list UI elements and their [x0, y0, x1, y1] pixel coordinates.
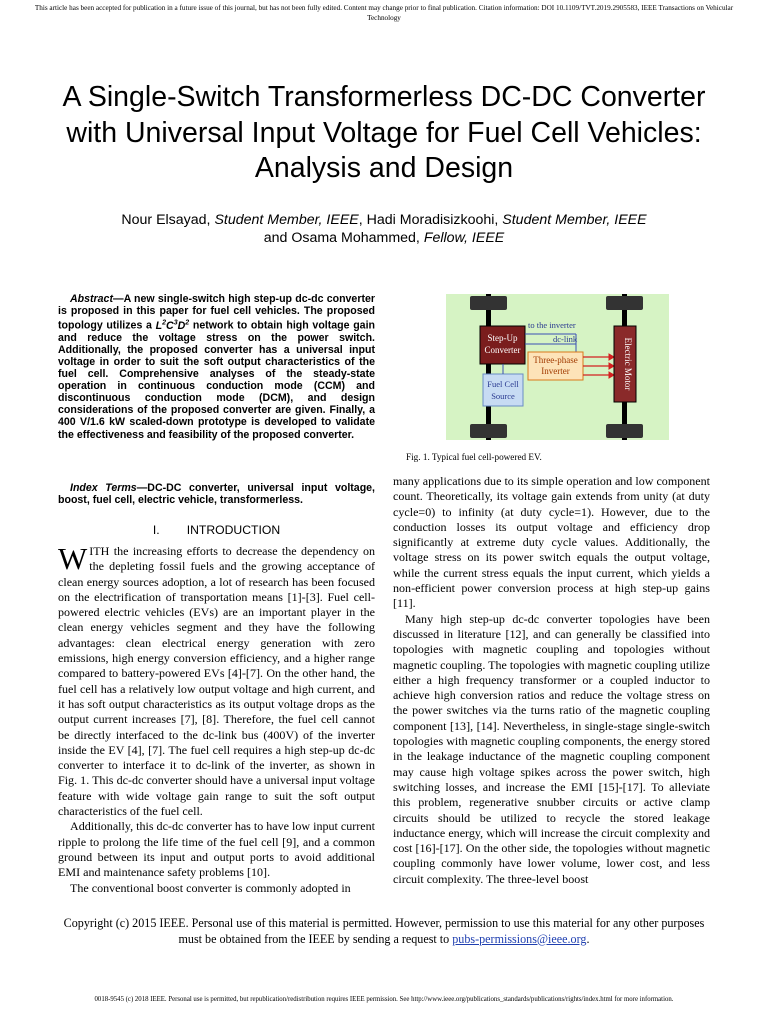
- intro-column-left: [58, 541, 375, 896]
- index-terms-text: DC-DC converter, universal input voltage, boost, fuel cell, electric vehicle, transformerless.: [58, 482, 375, 507]
- figure-caption: Fig. 1. Typical fuel cell-powered EV.: [406, 452, 542, 462]
- ev-diagram: [446, 294, 669, 440]
- drop-cap: W: [58, 541, 88, 576]
- intro-paragraph-3: The conventional boost converter is commonly adopted in: [70, 880, 351, 895]
- permissions-link[interactable]: pubs-permissions@ieee.org: [452, 931, 587, 946]
- wheel-front-right: [606, 296, 643, 310]
- journal-notice: This article has been accepted for publication in a future issue of this journal, but has not been fully edited. Content may change prior to final publication. Citation information: DOI 10.1109/TVT.2019.2905583, IEEE Transactions on Vehicular Technology: [34, 4, 734, 22]
- step-up-label-1: Step-Up: [487, 333, 518, 343]
- fuel-cell-label-1: Fuel Cell: [487, 379, 519, 389]
- motor-label: Electric Motor: [623, 337, 633, 391]
- copyright-text: Copyright (c) 2015 IEEE. Personal use of this material is permitted. However, permission to use this material for any other purposes must be obtained from the IEEE by sending a request to: [63, 916, 705, 946]
- author-3-role: Fellow, IEEE: [423, 230, 505, 246]
- author-2: , Hadi Moradisizkoohi,: [358, 212, 503, 228]
- abstract-dash: —: [112, 293, 124, 305]
- network-formula: $L^2C^3D^2$: [155, 319, 190, 332]
- index-terms-label: Index Terms: [70, 482, 137, 494]
- intro-paragraph-1-text: ITH the increasing efforts to decrease the dependency on the depleting fossil fuels and the growing acceptance of clean energy sources adoption, a lot of research has been focused on the electrification of transportation means [1]-[3]. Fuel cell-powered electric vehicles (EVs) are an important player in the clean energy vehicles segment and they have the following advantages: clean electrical energy generation with zero emissions, high energy conversion efficiency, and a higher range compared to battery-powered EVs [4]-[7]. On the other hand, the fuel cell has a relatively low output voltage and high current, and it has soft output characteristics as its output voltage drops as the output current increases [7], [8]. Therefore, the fuel cell cannot be directly interfaced to the dc-link bus (400V) of the inverter inside the EV [4], [7]. The fuel cell requires a high step-up dc-dc converter to interface it to dc-link of the inverter, as shown in Fig. 1. This dc-dc converter should have a universal input voltage feature with wide voltage gain range to suit the soft output characteristics of the fuel cell.: [58, 544, 375, 819]
- copyright-notice: [60, 916, 708, 947]
- power-arrows: [583, 354, 614, 378]
- wheel-rear-left: [470, 424, 507, 438]
- abstract-text-1: A new single-switch high step-up dc-dc converter is proposed in this paper for fuel cell vehicles. The proposed topology utilizes a: [58, 293, 375, 332]
- intro-paragraph-2: Additionally, this dc-dc converter has to have low input current ripple to prolong the life time of the fuel cell [9], and a common ground between its input and output ports to avoid additional EMI and maintenance safety problems [10].: [58, 819, 375, 880]
- right-paragraph-2: Many high step-up dc-dc converter topologies have been discussed in literature [12], and can generally be classified into topologies with magnetic coupling and topologies without magnetic coupling. The topologies with magnetic coupling utilize either a high frequency transformer or a coupled inductor to achieve high conversion ratios and reduce the voltage stress on the power switches via the turns ratio of the magnetic coupling component [13], [14]. Nevertheless, in single-stage single-switch topologies with magnetic coupling components, the energy stored in the leakage inductance of the magnetic coupling component may cause high voltage spikes across the power switch, high switching losses, and increase the EMI [15]-[17]. To alleviate this problem, regenerative snubber circuits or active clamp circuits should be utilized to recycle the stored leakage inductance energy, which will increase the circuit complexity and cost [16]-[17]. On the other side, the topologies without magnetic coupling commonly have lower volume, lower cost, and less circuit complexity. The three-level boost: [393, 611, 710, 886]
- inverter-label-2: Inverter: [541, 366, 570, 376]
- abstract-text-2: network to obtain high voltage gain and reduce the voltage stress on the power switch. Additionally, the proposed converter has a universal input voltage in order to suit the soft output characteristics of the fuel cell. Comprehensive analyses of the steady-state operation in continuous conduction mode (CCM) and discontinuous conduction mode (DCM), and design considerations of the proposed converter are given. Finally, a 400 V/1.6 kW scaled-down prototype is developed to validate the effectiveness and feasibility of the proposed converter.: [58, 319, 375, 441]
- author-1-role: Student Member, IEEE: [214, 212, 359, 228]
- dc-link-label: dc-link: [553, 334, 578, 344]
- footer-notice: 0018-9545 (c) 2018 IEEE. Personal use is permitted, but republication/redistribution requires IEEE permission. See http://www.ieee.org/publications_standards/publications/rights/index.html for more information.: [94, 996, 674, 1003]
- section-heading: I. INTRODUCTION: [152, 523, 281, 537]
- right-paragraph-1: many applications due to its simple operation and low component count. Theoretically, its voltage gain extends from unity (at duty cycle=0) to infinity (at duty cycle=1). However, due to the conduction losses its output voltage and efficiency drop significantly at extreme duty cycle values. Additionally, the voltage stress on its power switch equals the output voltage, while the current stress equals the input current, which yields a non-efficient power conversion process at high step-up gains [11].: [393, 474, 710, 611]
- index-terms-dash: —: [136, 482, 148, 494]
- to-inverter-label: to the inverter: [528, 320, 576, 330]
- left-axle: [486, 294, 491, 440]
- wheel-front-left: [470, 296, 507, 310]
- intro-paragraph-1: [58, 541, 375, 819]
- index-terms: [58, 482, 375, 506]
- author-3: and Osama Mohammed,: [263, 230, 424, 246]
- author-2-role: Student Member, IEEE: [502, 212, 647, 228]
- step-up-label-2: Converter: [484, 345, 521, 355]
- copyright-end: .: [586, 931, 590, 946]
- abstract: [58, 293, 375, 441]
- author-list: [60, 211, 708, 247]
- paper-title: A Single-Switch Transformerless DC-DC Converter with Universal Input Voltage for Fuel Cell Vehicles: Analysis and Design: [62, 81, 706, 184]
- fuel-cell-label-2: Source: [491, 391, 515, 401]
- abstract-label: Abstract: [70, 293, 113, 305]
- figure-1: [446, 294, 669, 440]
- author-1: Nour Elsayad,: [121, 212, 215, 228]
- intro-column-right: [393, 474, 710, 887]
- wheel-rear-right: [606, 424, 643, 438]
- inverter-label-1: Three-phase: [533, 355, 578, 365]
